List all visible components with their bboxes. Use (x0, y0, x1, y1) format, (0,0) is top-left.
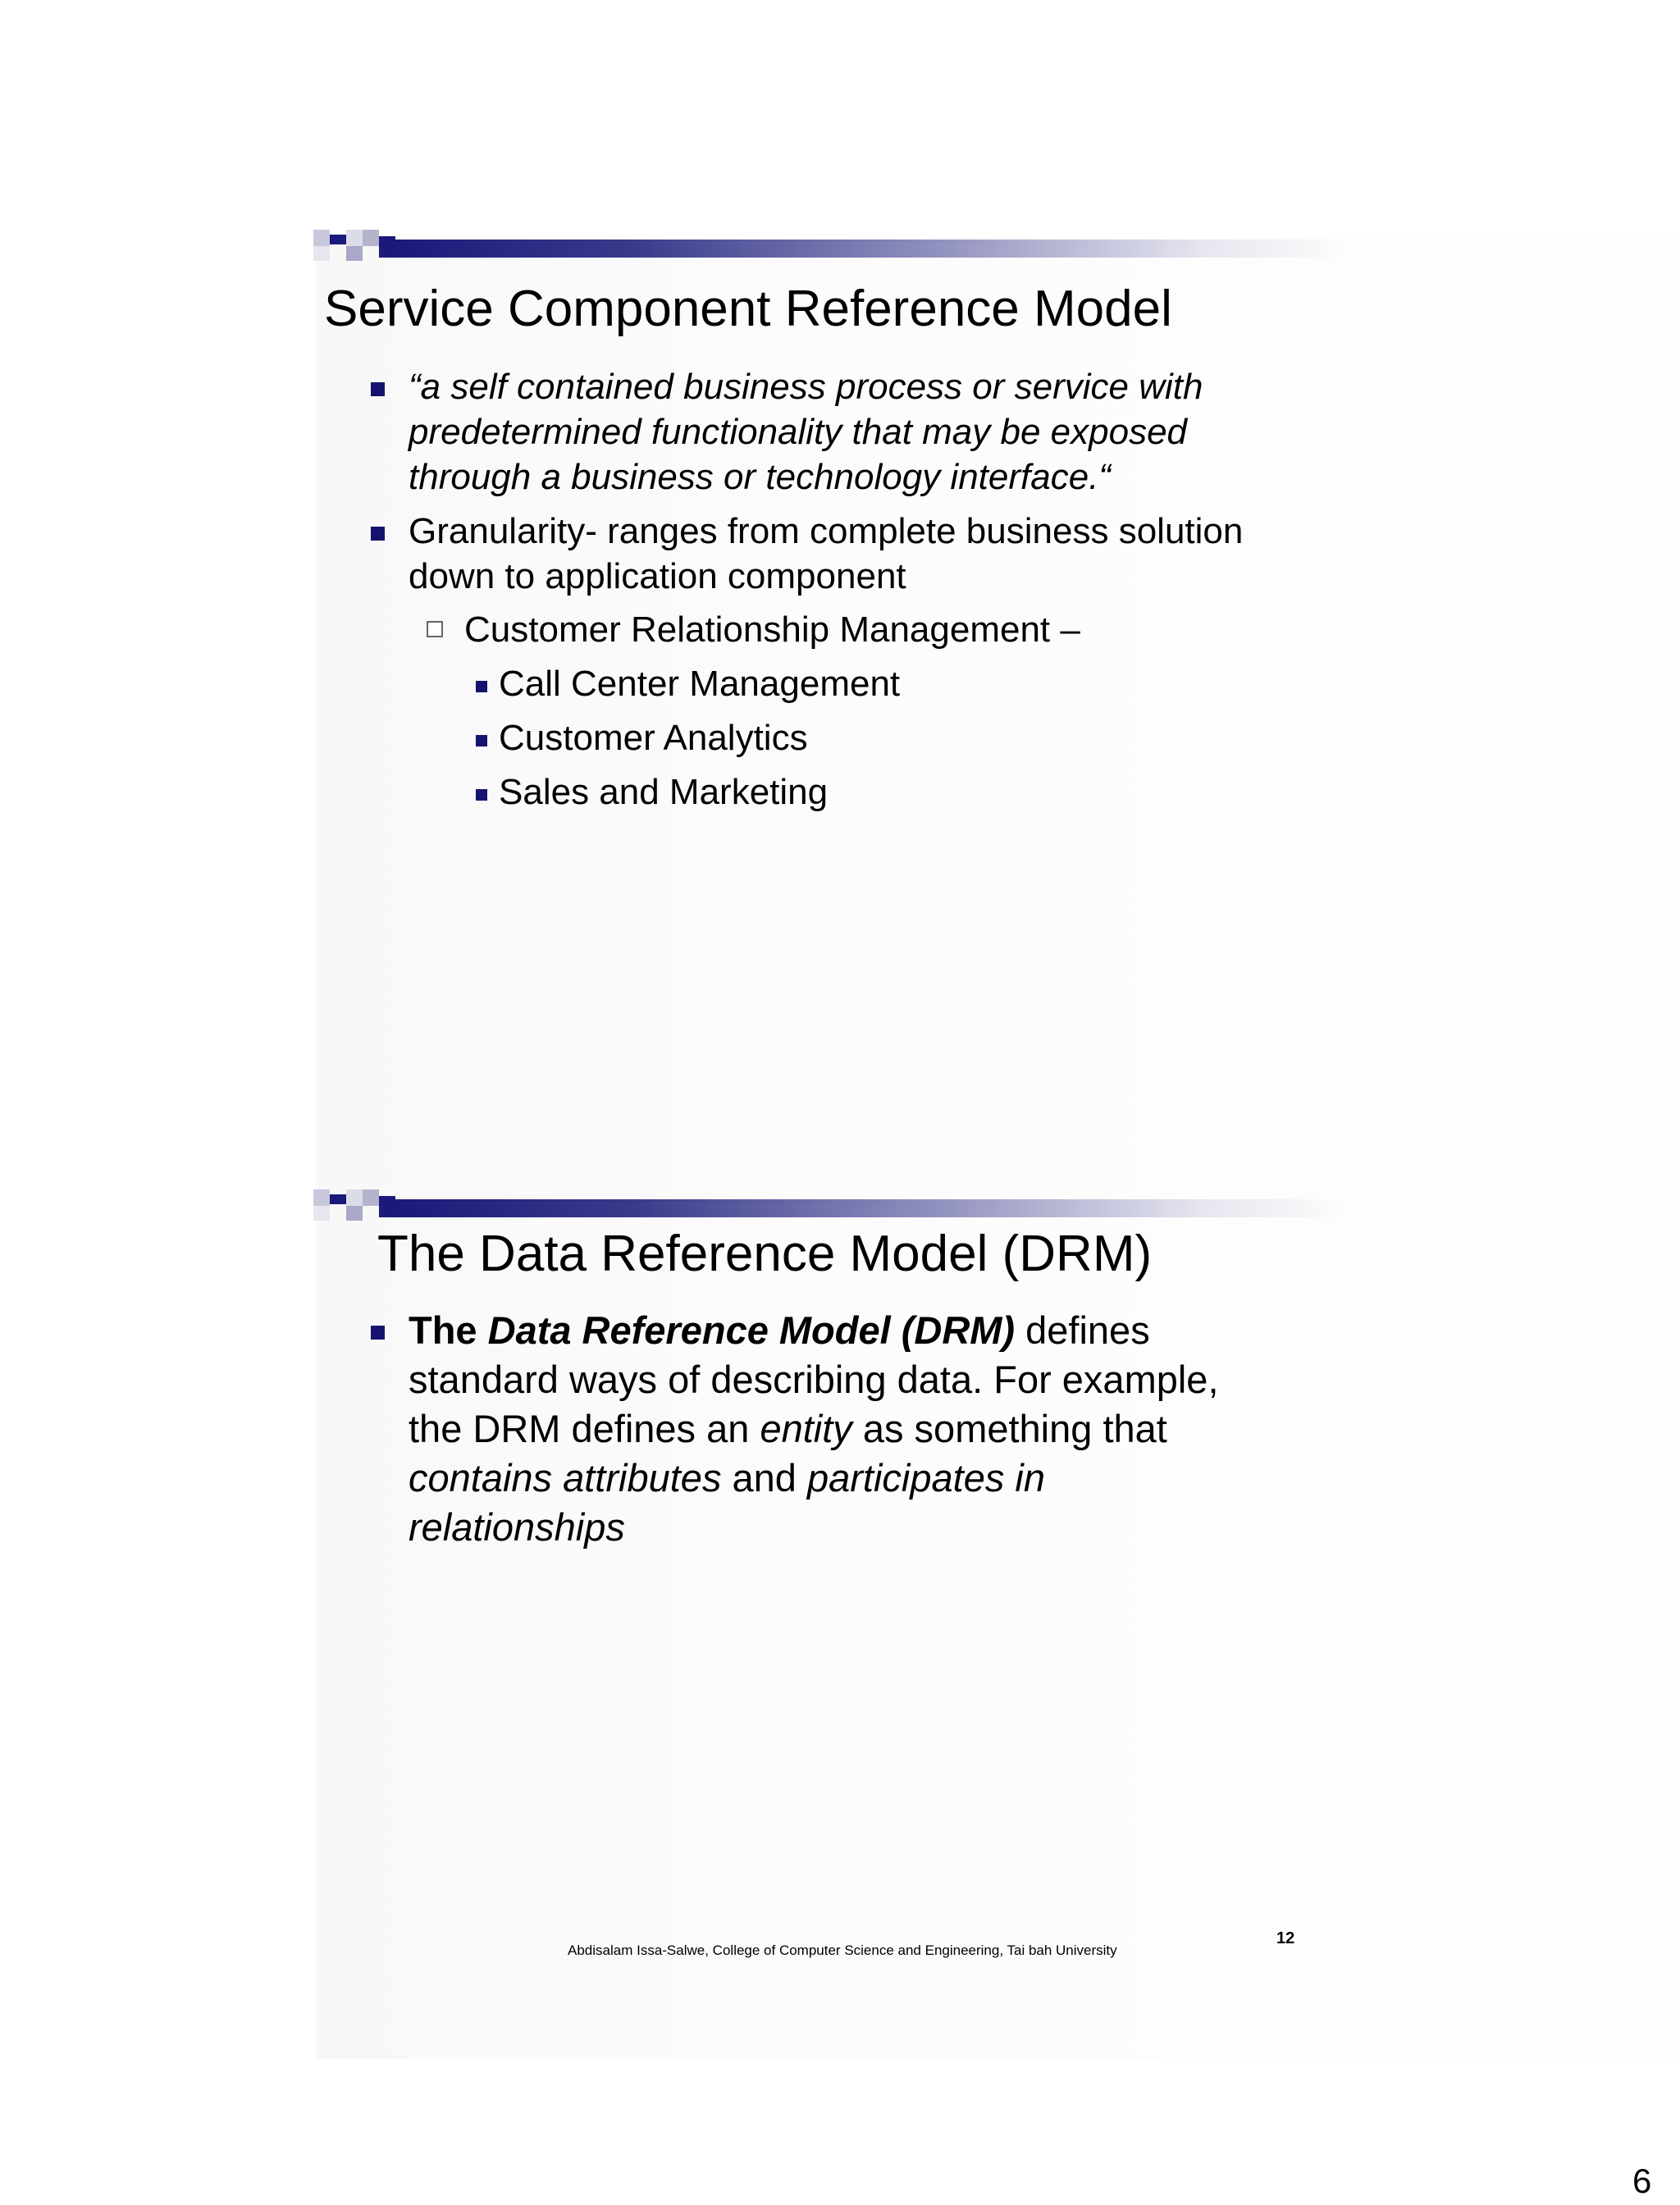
page-number: 6 (1632, 2162, 1652, 2200)
list-item: Customer Analytics (369, 715, 1354, 760)
header-decoration-bar (313, 1189, 1347, 1222)
slide-title: Service Component Reference Model (324, 281, 1172, 337)
footer-author: Abdisalam Issa-Salwe, College of Computer Science and Engineering, Tai bah University (568, 1942, 1117, 1958)
bullet-drm-definition: The Data Reference Model (DRM) defines standard ways of describing data. For example, the DRM defines an entity as something that contains attributes and participates in relationships (369, 1306, 1354, 1552)
slide-title: The Data Reference Model (DRM) (377, 1226, 1153, 1282)
header-decoration-bar (313, 230, 1347, 262)
square-bullet-icon (476, 735, 487, 746)
bullet-granularity: Granularity- ranges from complete business solution down to application component (369, 509, 1354, 599)
list-item: Sales and Marketing (369, 769, 1354, 815)
square-bullet-icon (371, 527, 385, 541)
slide1-bullet-list (369, 364, 1354, 815)
square-bullet-icon (476, 789, 487, 801)
slide2-bullet-list (369, 1306, 1354, 1552)
bullet-quote: “a self contained business process or service with predetermined functionality that may be exposed through a business or technology interface.“ (369, 364, 1354, 500)
square-bullet-icon (476, 681, 487, 692)
slide-number: 12 (1276, 1929, 1295, 1947)
sub-bullet-crm: Customer Relationship Management – (369, 607, 1354, 652)
square-bullet-icon (371, 1326, 385, 1340)
list-item: Call Center Management (369, 661, 1354, 706)
hollow-square-bullet-icon (427, 621, 443, 637)
square-bullet-icon (371, 382, 385, 396)
